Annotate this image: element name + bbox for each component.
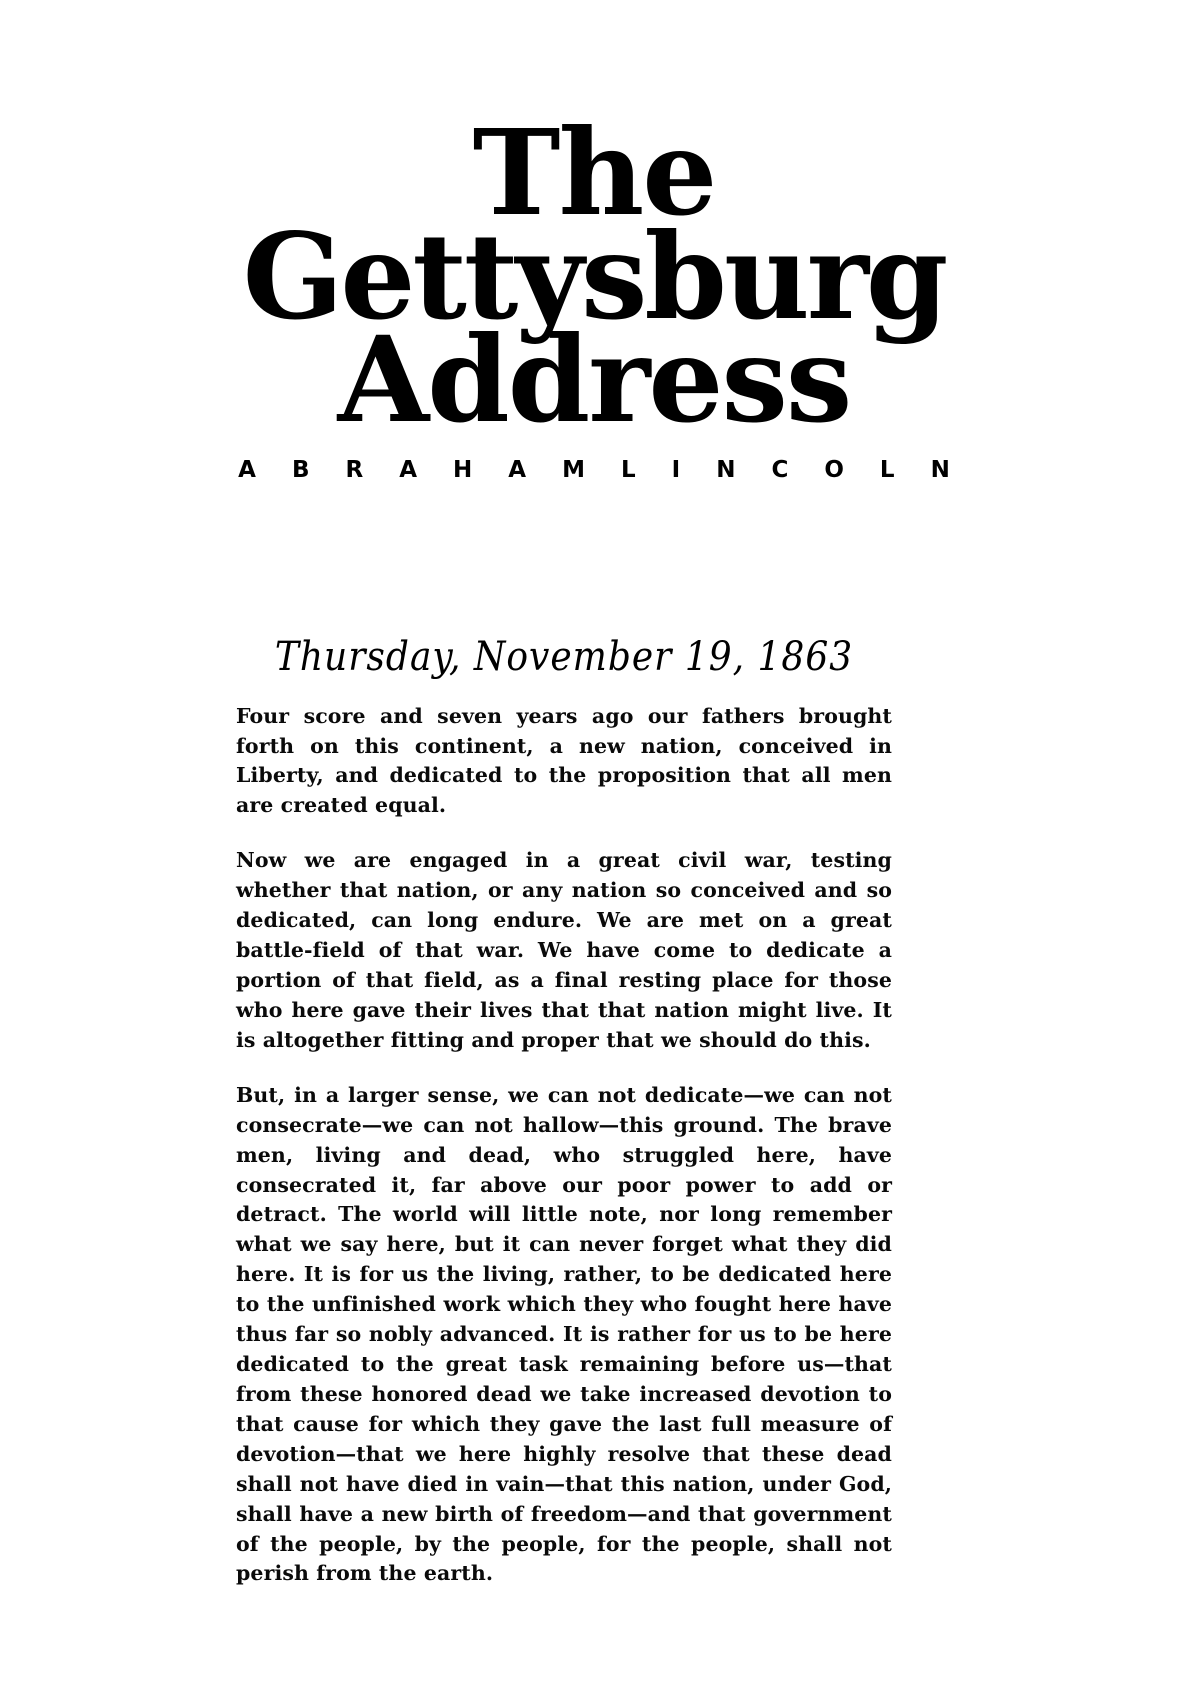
paragraph: But, in a larger sense, we can not dedicate—we can not consecrate—we can not hallow—this ground. The brave men, living and dead, who struggled here, have consecrated it, far above our poor power to add or detract. The world will little note, nor long remember what we say here, but it can never forget what they did here. It is for us the living, rather, to be dedicated here to the unfinished work which they who fought here have thus far so nobly advanced. It is rather for us to be here dedicated to the great task remaining before us—that from these honored dead we take increased devotion to that cause for which they gave the last full measure of devotion—that we here highly resolve that these dead shall not have died in vain—that this nation, under God, shall have a new birth of freedom—and that government of the people, by the people, for the people, shall not perish from the earth. — [236, 1082, 892, 1586]
paragraph: Four score and seven years ago our fathers brought forth on this continent, a new nation, conceived in Liberty, and dedicated to the proposition that all men are created equal. — [236, 703, 892, 818]
title-line-1: The — [472, 103, 716, 242]
speech-text — [236, 702, 892, 1590]
title-line-2: Gettysburg — [242, 206, 946, 346]
title-line-3: Address — [337, 310, 851, 450]
title-block — [0, 103, 1188, 484]
body-block — [236, 634, 892, 1589]
author-name: A B R A H A M L I N C O L N — [238, 457, 964, 484]
dateline: Thursday, November 19, 1863 — [274, 634, 854, 681]
paragraph: Now we are engaged in a great civil war, testing whether that nation, or any nation so conceived and so dedicated, can long endure. We are met on a great battle-field of that war. We have come to dedicate a portion of that field, as a final resting place for those who here gave their lives that that nation might live. It is altogether fitting and proper that we should do this. — [236, 848, 892, 1052]
